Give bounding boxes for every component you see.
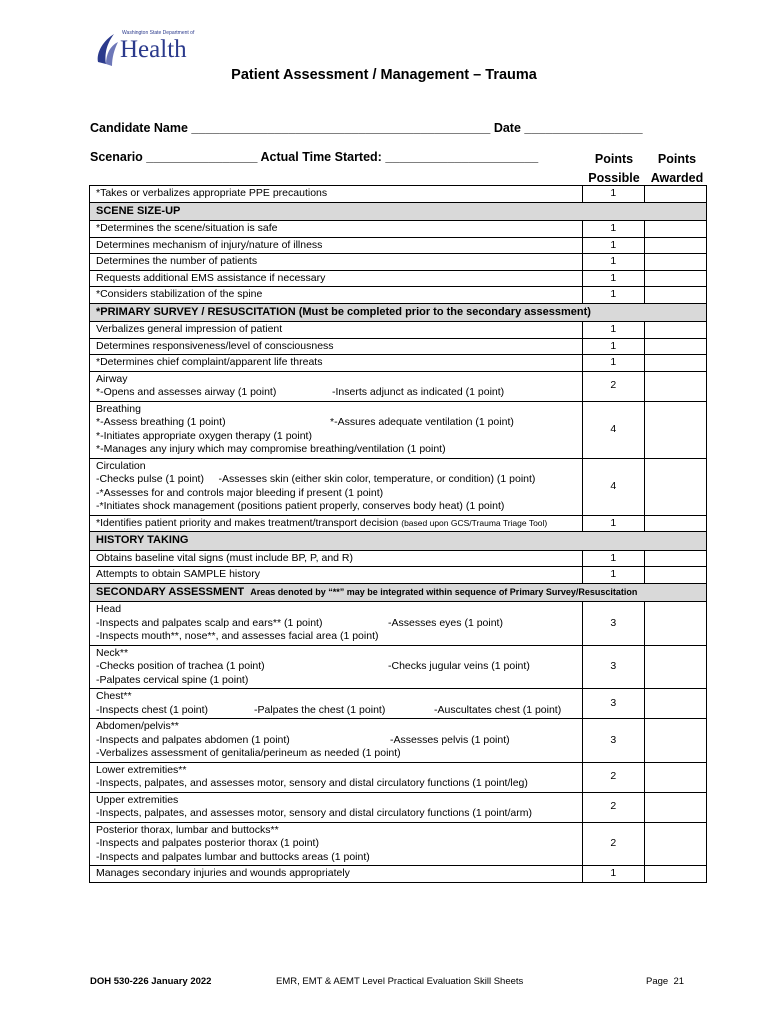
row-item: *-Manages any injury which may compromise breathing/ventilation (1 point) [96, 443, 446, 455]
row-text [90, 602, 583, 646]
section-title: HISTORY TAKING [90, 532, 707, 551]
row-text: Determines the number of patients [90, 254, 583, 271]
row-line [96, 704, 576, 718]
points-possible: 3 [582, 645, 644, 689]
table-row-circulation [90, 458, 707, 515]
points-awarded-cell[interactable] [644, 645, 706, 689]
points-awarded-cell[interactable] [644, 689, 706, 719]
points-possible: 2 [582, 792, 644, 822]
row-item: -Inspects and palpates lumbar and buttocks areas (1 point) [96, 850, 370, 863]
table-row-neck [90, 645, 707, 689]
row-text: Obtains baseline vital signs (must include BP, P, and R) [90, 550, 583, 567]
points-possible: 1 [582, 338, 644, 355]
row-item: -Inspects mouth**, nose**, and assesses facial area (1 point) [96, 630, 379, 642]
table-row-head [90, 602, 707, 646]
table-row-chest [90, 689, 707, 719]
page-title: Patient Assessment / Management – Trauma [231, 67, 537, 83]
row-line [96, 386, 576, 400]
points-awarded-cell[interactable] [644, 567, 706, 584]
points-possible: 2 [582, 762, 644, 792]
row-heading: Breathing [96, 402, 141, 415]
logo-subtitle: Washington State Department of [122, 30, 195, 36]
points-possible: 1 [582, 550, 644, 567]
row-text: *Determines the scene/situation is safe [90, 221, 583, 238]
row-item: -Checks jugular veins (1 point) [388, 660, 530, 672]
row-item: -Auscultates chest (1 point) [434, 703, 562, 716]
points-awarded-cell[interactable] [644, 270, 706, 287]
points-possible: 3 [582, 689, 644, 719]
doh-health-logo [94, 28, 194, 68]
points-possible: 1 [582, 322, 644, 339]
row-heading: Head [96, 603, 122, 615]
row-heading: Neck** [96, 646, 129, 659]
row-text [90, 719, 583, 763]
points-possible: 1 [582, 254, 644, 271]
table-row [90, 515, 707, 532]
points-possible: 1 [582, 237, 644, 254]
row-line [96, 660, 576, 674]
row-text [90, 762, 583, 792]
row-text: Manages secondary injuries and wounds appropriately [90, 866, 583, 883]
row-line [96, 734, 576, 748]
row-item: *-Assess breathing (1 point) [96, 416, 226, 428]
points-awarded-cell[interactable] [644, 515, 706, 532]
points-awarded-cell[interactable] [644, 762, 706, 792]
table-row [90, 237, 707, 254]
row-item: -*Initiates shock management (positions patient properly, conserves body heat) (1 point) [96, 500, 505, 512]
row-text [90, 458, 583, 515]
points-awarded-cell[interactable] [644, 237, 706, 254]
points-awarded-cell[interactable] [644, 254, 706, 271]
row-item: -Verbalizes assessment of genitalia/perineum as needed (1 point) [96, 747, 401, 759]
row-item: *-Initiates appropriate oxygen therapy (1 point) [96, 429, 312, 442]
points-possible: 1 [582, 567, 644, 584]
section-title: *PRIMARY SURVEY / RESUSCITATION (Must be completed prior to the secondary assessment) [90, 303, 707, 322]
points-possible-header: Points Possible [588, 152, 640, 185]
section-title: SCENE SIZE-UP [90, 202, 707, 221]
row-item: -Palpates the chest (1 point) [254, 703, 386, 716]
points-possible: 3 [582, 719, 644, 763]
row-heading: Circulation [96, 459, 146, 472]
row-text: Verbalizes general impression of patient [90, 322, 583, 339]
row-text: Requests additional EMS assistance if necessary [90, 270, 583, 287]
row-text: *Takes or verbalizes appropriate PPE precautions [90, 186, 583, 203]
points-awarded-cell[interactable] [644, 550, 706, 567]
footer-form-number: DOH 530-226 January 2022 [90, 976, 212, 987]
row-heading: Upper extremities [96, 793, 179, 806]
row-item: -Assesses pelvis (1 point) [390, 733, 510, 746]
table-row-posterior-thorax [90, 822, 707, 866]
table-row [90, 221, 707, 238]
points-awarded-cell[interactable] [644, 792, 706, 822]
table-row [90, 270, 707, 287]
section-note: Areas denoted by “**” may be integrated within sequence of Primary Survey/Resuscitation [250, 586, 638, 597]
section-header-scene-size-up [90, 202, 707, 221]
row-heading: Lower extremities** [96, 763, 187, 776]
points-possible: 3 [582, 602, 644, 646]
row-text: Determines responsiveness/level of consciousness [90, 338, 583, 355]
section-header-secondary-assessment [90, 583, 707, 602]
candidate-name-date-line: Candidate Name ___________________________________________ Date _________________ [90, 121, 643, 135]
row-text: *Determines chief complaint/apparent life threats [90, 355, 583, 372]
section-label: SECONDARY ASSESSMENT [96, 585, 245, 598]
points-awarded-cell[interactable] [644, 221, 706, 238]
row-item: -Assesses eyes (1 point) [388, 616, 503, 629]
row-text: Determines mechanism of injury/nature of illness [90, 237, 583, 254]
table-row-upper-extremities [90, 792, 707, 822]
table-row-abdomen [90, 719, 707, 763]
points-possible: 1 [582, 515, 644, 532]
row-item: -Checks position of trachea (1 point) [96, 660, 265, 672]
assessment-table [89, 185, 707, 883]
scenario-time-line: Scenario ________________ Actual Time Started: ______________________ [90, 150, 539, 164]
table-row [90, 338, 707, 355]
section-title [90, 583, 707, 602]
table-row [90, 866, 707, 883]
row-item: -Palpates cervical spine (1 point) [96, 673, 249, 686]
table-row [90, 355, 707, 372]
row-text: Attempts to obtain SAMPLE history [90, 567, 583, 584]
section-header-history-taking [90, 532, 707, 551]
row-main-text: *Identifies patient priority and makes treatment/transport decision [96, 516, 399, 529]
table-row-breathing [90, 401, 707, 458]
row-text: *Considers stabilization of the spine [90, 287, 583, 304]
row-text [90, 515, 583, 532]
points-awarded-cell[interactable] [644, 287, 706, 304]
points-possible: 1 [582, 221, 644, 238]
table-row [90, 567, 707, 584]
row-item: -Inspects chest (1 point) [96, 703, 209, 716]
points-possible: 1 [582, 270, 644, 287]
points-possible: 1 [582, 186, 644, 203]
table-row [90, 287, 707, 304]
row-item: -Inserts adjunct as indicated (1 point) [332, 386, 505, 398]
row-heading: Airway [96, 372, 128, 385]
row-heading: Posterior thorax, lumbar and buttocks** [96, 823, 279, 836]
table-row-lower-extremities [90, 762, 707, 792]
table-row [90, 254, 707, 271]
row-item: *-Opens and assesses airway (1 point) [96, 386, 277, 398]
points-awarded-cell[interactable] [644, 602, 706, 646]
points-awarded-cell[interactable] [644, 338, 706, 355]
points-possible: 4 [582, 458, 644, 515]
logo-wordmark: Health [120, 36, 187, 63]
row-item: -Inspects and palpates scalp and ears** (1 point) [96, 616, 323, 629]
row-text [90, 645, 583, 689]
points-awarded-header: Points Awarded [650, 152, 704, 185]
section-header-primary-survey [90, 303, 707, 322]
points-possible: 2 [582, 822, 644, 866]
row-item: -Inspects, palpates, and assesses motor, sensory and distal circulatory functions (1 point/leg) [96, 777, 528, 789]
row-line [96, 416, 576, 430]
points-awarded-cell[interactable] [644, 355, 706, 372]
points-awarded-cell[interactable] [644, 458, 706, 515]
table-row [90, 322, 707, 339]
points-awarded-cell[interactable] [644, 371, 706, 401]
points-possible: 4 [582, 401, 644, 458]
row-note: (based upon GCS/Trauma Triage Tool) [401, 517, 548, 528]
points-awarded-cell[interactable] [644, 822, 706, 866]
health-logo-icon [94, 32, 120, 68]
row-text [90, 689, 583, 719]
points-awarded-cell[interactable] [644, 401, 706, 458]
points-possible: 1 [582, 866, 644, 883]
row-text [90, 401, 583, 458]
row-item: -Checks pulse (1 point) -Assesses skin (either skin color, temperature, or condition) (1 point) [96, 473, 536, 485]
row-text [90, 792, 583, 822]
points-possible: 2 [582, 371, 644, 401]
points-awarded-cell[interactable] [644, 719, 706, 763]
points-awarded-cell[interactable] [644, 322, 706, 339]
row-text [90, 371, 583, 401]
row-text [90, 822, 583, 866]
points-possible: 1 [582, 355, 644, 372]
points-awarded-cell[interactable] [644, 866, 706, 883]
row-heading: Abdomen/pelvis** [96, 720, 179, 732]
row-item: -Inspects, palpates, and assesses motor, sensory and distal circulatory functions (1 point/arm) [96, 807, 532, 819]
footer-page-number: Page 21 [646, 976, 685, 987]
row-item: -*Assesses for and controls major bleeding if present (1 point) [96, 486, 384, 499]
row-item: -Inspects and palpates abdomen (1 point) [96, 733, 290, 746]
row-heading: Chest** [96, 690, 132, 702]
row-item: *-Assures adequate ventilation (1 point) [330, 416, 514, 428]
points-awarded-cell[interactable] [644, 186, 706, 203]
table-row [90, 186, 707, 203]
footer-document-title: EMR, EMT & AEMT Level Practical Evaluation Skill Sheets [276, 976, 524, 987]
table-row-airway [90, 371, 707, 401]
points-possible: 1 [582, 287, 644, 304]
table-row [90, 550, 707, 567]
row-line [96, 617, 576, 631]
row-item: -Inspects and palpates posterior thorax (1 point) [96, 837, 319, 849]
